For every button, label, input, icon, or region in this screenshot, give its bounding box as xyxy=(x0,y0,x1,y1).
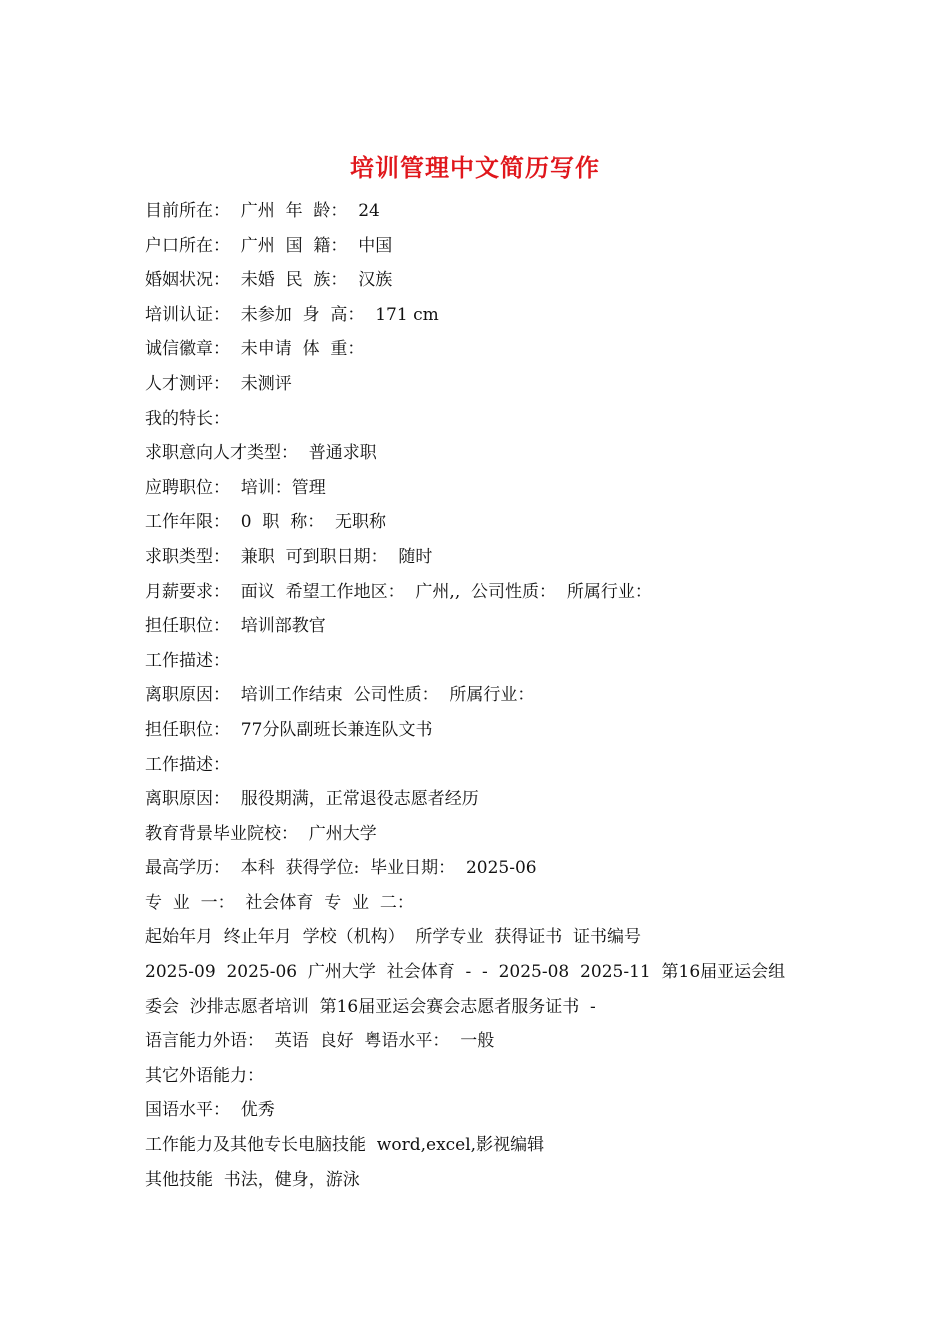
text-line: 其他技能 书法，健身，游泳 xyxy=(145,1169,360,1190)
text-line: 国语水平： 优秀 xyxy=(145,1100,275,1121)
text-line: 最高学历： 本科 获得学位: 毕业日期： 2025-06 xyxy=(145,858,537,879)
text-line: 担任职位： 培训部教官 xyxy=(145,616,326,637)
text-line: 人才测评： 未测评 xyxy=(145,373,292,394)
text-line: 我的特长： xyxy=(145,408,230,429)
text-line: 委会 沙排志愿者培训 第16届亚运会赛会志愿者服务证书 - xyxy=(145,996,596,1017)
text-line: 应聘职位： 培训：管理 xyxy=(145,477,326,498)
text-line: 离职原因： 服役期满，正常退役志愿者经历 xyxy=(145,789,479,810)
resume-body xyxy=(145,194,825,1197)
text-line: 培训认证： 未参加 身 高： 171 cm xyxy=(145,304,439,325)
text-line: 专 业 一： 社会体育 专 业 二： xyxy=(145,892,414,913)
text-line: 婚姻状况： 未婚 民 族： 汉族 xyxy=(145,270,393,291)
text-line: 求职意向人才类型： 普通求职 xyxy=(145,443,377,464)
text-line: 工作能力及其他专长电脑技能 word,excel,影视编辑 xyxy=(145,1135,545,1156)
text-line: 户口所在： 广州 国 籍： 中国 xyxy=(145,235,393,256)
text-line: 工作描述： xyxy=(145,650,230,671)
text-line: 月薪要求： 面议 希望工作地区： 广州,, 公司性质： 所属行业： xyxy=(145,581,652,602)
text-line: 起始年月 终止年月 学校（机构） 所学专业 获得证书 证书编号 xyxy=(145,927,642,948)
text-line: 2025-09 2025-06 广州大学 社会体育 - - 2025-08 2025-11 第16届亚运会组 xyxy=(145,962,786,983)
text-line: 诚信徽章： 未申请 体 重： xyxy=(145,339,365,360)
text-line: 求职类型： 兼职 可到职日期： 随时 xyxy=(145,546,433,567)
text-line: 工作年限： 0 职 称： 无职称 xyxy=(145,512,387,533)
text-line: 离职原因： 培训工作结束 公司性质： 所属行业： xyxy=(145,685,535,706)
text-line: 教育背景毕业院校： 广州大学 xyxy=(145,823,377,844)
text-line: 目前所在： 广州 年 龄： 24 xyxy=(145,201,380,221)
text-line: 担任职位： 77分队副班长兼连队文书 xyxy=(145,719,433,740)
text-line: 语言能力外语： 英语 良好 粤语水平： 一般 xyxy=(145,1031,495,1052)
text-line: 工作描述： xyxy=(145,754,230,775)
document-title: 培训管理中文简历写作 xyxy=(350,153,600,182)
text-line: 其它外语能力： xyxy=(145,1065,264,1086)
